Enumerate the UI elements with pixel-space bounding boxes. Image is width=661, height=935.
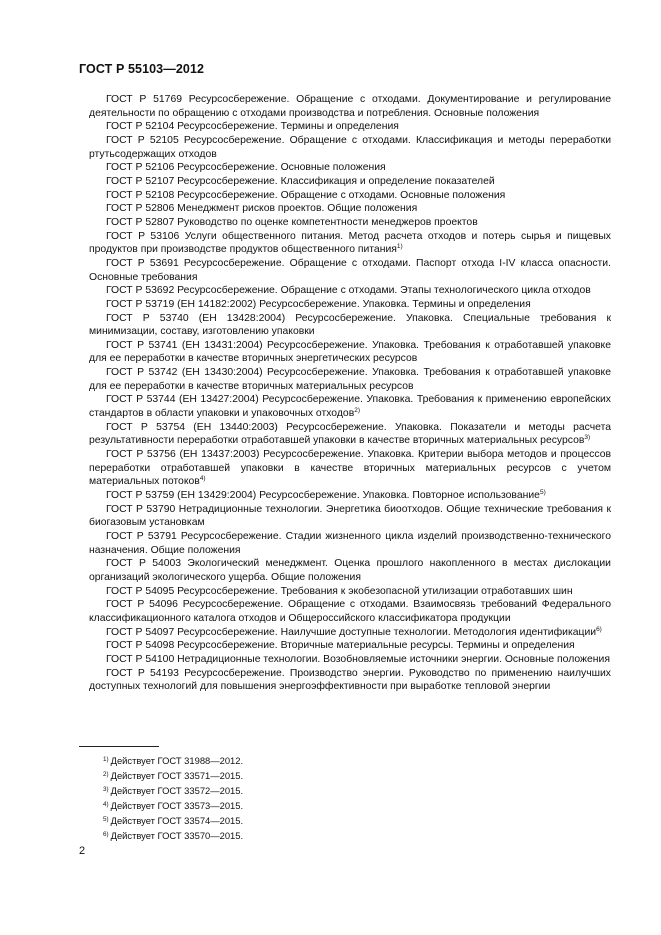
reference-item: ГОСТ Р 54098 Ресурсосбережение. Вторичные материальные ресурсы. Термины и определения: [106, 640, 575, 652]
reference-item: ГОСТ Р 53740 (ЕН 13428:2004) Ресурсосбережение. Упаковка. Специальные требования к минимизации, составу, изготовлению упаковки: [89, 312, 611, 338]
footnote: [103, 813, 243, 828]
reference-item: ГОСТ Р 53759 (ЕН 13429:2004) Ресурсосбережение. Упаковка. Повторное использование$^{5)}$: [106, 489, 546, 502]
document-header: ГОСТ Р 55103—2012: [79, 62, 205, 76]
footnote-mark: 6): [103, 831, 109, 839]
reference-item: ГОСТ Р 53756 (ЕН 13437:2003) Ресурсосбережение. Упаковка. Критерии выбора методов и процессов переработки отработавшей упаковки в качестве вторичных материальных ресурсов с учетом материальных потоков$^{4)}$: [89, 449, 611, 488]
footnote-mark: 2): [103, 771, 109, 779]
footnote-text: Действует ГОСТ 31988—2012.: [110, 755, 244, 766]
footnote: [103, 783, 243, 798]
footnote: [103, 768, 243, 783]
reference-item: ГОСТ Р 54003 Экологический менеджмент. Оценка прошлого накопленного в местах дислокации организаций экологического ущерба. Общие положения: [89, 558, 611, 583]
reference-item: ГОСТ Р 52806 Менеджмент рисков проектов. Общие положения: [106, 203, 418, 215]
footnote-mark: 3): [103, 786, 109, 794]
footnote-mark: 1): [103, 756, 109, 763]
reference-item: ГОСТ Р 53691 Ресурсосбережение. Обращение с отходами. Паспорт отхода I-IV класса опасности. Основные требования: [89, 257, 611, 283]
reference-item: ГОСТ Р 54096 Ресурсосбережение. Обращение с отходами. Взаимосвязь требований Федерального классификационного каталога отходов и Общероссийского классификатора продукции: [89, 599, 611, 624]
footnote-text: Действует ГОСТ 33573—2015.: [110, 800, 244, 812]
footnote-ref[interactable]: 4): [199, 475, 206, 483]
reference-item: ГОСТ Р 53742 (ЕН 13430:2004) Ресурсосбережение. Упаковка. Требования к отработавшей упаковке для ее переработки в качестве вторичных материальных ресурсов: [89, 367, 611, 392]
footnote: [103, 753, 243, 768]
footnote-mark: 4): [103, 801, 109, 809]
footnote-text: Действует ГОСТ 33571—2015.: [110, 770, 244, 782]
footnote: [103, 828, 243, 843]
footnotes: [103, 753, 243, 844]
footnote-text: Действует ГОСТ 33572—2015.: [110, 785, 244, 797]
footnote-ref[interactable]: 5): [539, 489, 546, 497]
page-number: 2: [79, 845, 86, 857]
footnote: [103, 798, 243, 813]
reference-item: ГОСТ Р 53790 Нетрадиционные технологии. Энергетика биоотходов. Общие технические требования к биогазовым установкам: [89, 503, 611, 529]
reference-item: ГОСТ Р 52807 Руководство по оценке компетентности менеджеров проектов: [106, 216, 478, 228]
normative-references-list: [89, 93, 611, 694]
reference-item: ГОСТ Р 53744 (ЕН 13427:2004) Ресурсосбережение. Упаковка. Требования к применению европейских стандартов в области упаковки и упаковочных отходов$^{2)}$: [89, 394, 611, 420]
reference-item: ГОСТ Р 53741 (ЕН 13431:2004) Ресурсосбережение. Упаковка. Требования к отработавшей упаковке для ее переработки в качестве вторичных энергетических ресурсов: [89, 339, 611, 365]
footnote-ref[interactable]: 2): [354, 407, 360, 415]
reference-item: ГОСТ Р 54097 Ресурсосбережение. Наилучшие доступные технологии. Методология идентификации$^{6)}$: [106, 625, 602, 638]
reference-item: ГОСТ Р 54100 Нетрадиционные технологии. Возобновляемые источники энергии. Основные положения: [106, 653, 610, 665]
reference-item: ГОСТ Р 53106 Услуги общественного питания. Метод расчета отходов и потерь сырья и пищевых продуктов при производстве продуктов общественного питания$^{1)}$: [89, 230, 611, 256]
footnote-text: Действует ГОСТ 33574—2015.: [110, 815, 244, 827]
reference-item: ГОСТ Р 52105 Ресурсосбережение. Обращение с отходами. Классификация и методы переработки ртутьсодержащих отходов: [89, 134, 611, 160]
reference-item: ГОСТ Р 53719 (ЕН 14182:2002) Ресурсосбережение. Упаковка. Термины и определения: [106, 298, 531, 310]
reference-item: ГОСТ Р 53791 Ресурсосбережение. Стадии жизненного цикла изделий производственно-технического назначения. Общие положения: [89, 531, 611, 556]
footnote-ref[interactable]: 1): [396, 243, 403, 251]
reference-item: ГОСТ Р 52108 Ресурсосбережение. Обращение с отходами. Основные положения: [106, 189, 506, 201]
reference-item: ГОСТ Р 52104 Ресурсосбережение. Термины и определения: [106, 121, 399, 133]
reference-item: ГОСТ Р 51769 Ресурсосбережение. Обращение с отходами. Документирование и регулирование деятельности по обращению с отходами производства и потребления. Основные положения: [89, 94, 611, 119]
reference-item: ГОСТ Р 52106 Ресурсосбережение. Основные положения: [106, 162, 386, 174]
footnote-ref[interactable]: 6): [596, 625, 602, 633]
reference-item: ГОСТ Р 54095 Ресурсосбережение. Требования к экобезопасной утилизации отработавших шин: [106, 585, 573, 597]
reference-item: ГОСТ Р 54193 Ресурсосбережение. Производство энергии. Руководство по применению наилучших доступных технологий для повышения энергоэффективности при выработке тепловой энергии: [89, 667, 611, 693]
footnote-ref[interactable]: 3): [584, 434, 591, 442]
footnote-text: Действует ГОСТ 33570—2015.: [110, 830, 244, 842]
footnote-divider: [79, 746, 159, 747]
footnote-mark: 5): [103, 816, 109, 824]
reference-item: ГОСТ Р 52107 Ресурсосбережение. Классификация и определение показателей: [106, 175, 495, 187]
reference-item: ГОСТ Р 53692 Ресурсосбережение. Обращение с отходами. Этапы технологического цикла отходов: [106, 285, 591, 297]
reference-item: ГОСТ Р 53754 (ЕН 13440:2003) Ресурсосбережение. Упаковка. Показатели и методы расчета результативности переработки отработавшей упаковки в качестве вторичных материальных ресурсов$^{3)}$: [89, 421, 611, 447]
